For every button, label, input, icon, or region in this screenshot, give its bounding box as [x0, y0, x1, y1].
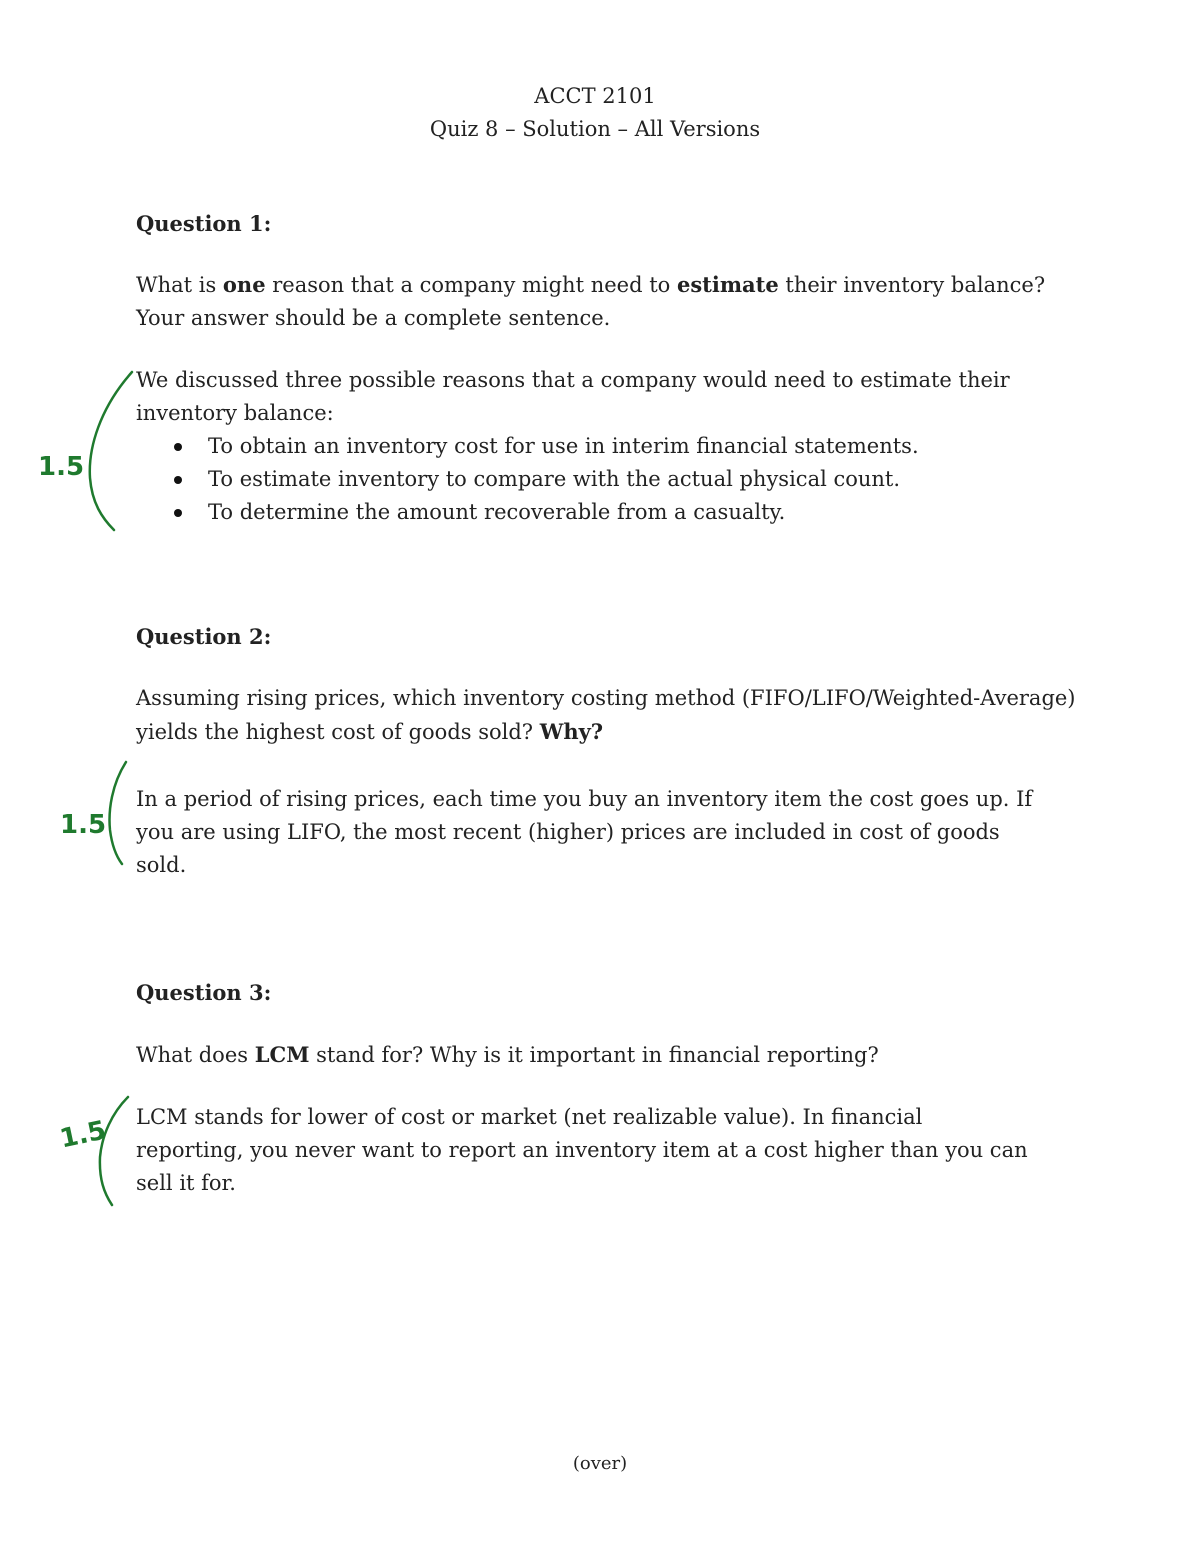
q3-prompt-text-a: What does [136, 1043, 255, 1067]
question-1-prompt [136, 268, 1086, 335]
list-item: To obtain an inventory cost for use in interim financial statements. [208, 430, 1106, 463]
q1-prompt-emphasis-one: one [222, 272, 266, 297]
question-1-title [136, 207, 1116, 241]
q2-prompt-emphasis-why: Why? [539, 719, 604, 744]
q2-grade-mark: 1.5 [60, 810, 107, 840]
q1-bracket-mark [80, 368, 140, 538]
list-item: To estimate inventory to compare with the actual physical count. [208, 463, 1106, 496]
question-3-prompt [136, 1038, 1116, 1072]
question-2-prompt [136, 682, 1086, 749]
q2-answer-text: In a period of rising prices, each time you buy an inventory item the cost goes up. If you are using LIFO, the most recent (higher) prices are included in cost of goods sold. [136, 787, 1033, 877]
course-code: ACCT 2101 [534, 84, 656, 108]
question-1-heading: Question 1: [136, 211, 272, 236]
page-footer: (over) [572, 1453, 628, 1474]
q1-prompt-text-a: What is [136, 273, 223, 297]
document-title: Quiz 8 – Solution – All Versions [429, 117, 761, 141]
q1-prompt-emphasis-estimate: estimate [676, 272, 779, 297]
q3-answer-text: LCM stands for lower of cost or market (net realizable value). In financial reporting, you never want to report an inventory item at a cost higher than you can sell it for. [136, 1105, 1028, 1195]
q3-prompt-emphasis-lcm: LCM [254, 1042, 310, 1067]
question-3-answer [136, 1101, 1036, 1200]
question-2-heading: Question 2: [136, 624, 272, 649]
q1-answer-intro: We discussed three possible reasons that a company would need to estimate their inventory balance: [136, 368, 1010, 425]
q1-prompt-text-e: their inventory balance? Your answer should be a complete sentence. [136, 273, 1046, 330]
question-3-heading: Question 3: [136, 980, 272, 1005]
q1-grade-mark: 1.5 [38, 452, 85, 482]
q3-bracket-mark [90, 1095, 135, 1210]
q3-grade-mark: 1.5 [57, 1115, 109, 1155]
list-item: To determine the amount recoverable from a casualty. [208, 496, 1106, 529]
q1-reasons-list [136, 430, 1106, 529]
question-1-answer [136, 364, 1106, 529]
document-header [0, 80, 1190, 146]
q3-prompt-text-c: stand for? Why is it important in financial reporting? [309, 1043, 879, 1067]
question-3-title [136, 976, 1116, 1010]
q2-prompt-text: Assuming rising prices, which inventory costing method (FIFO/LIFO/Weighted-Average) yields the highest cost of goods sold? [136, 686, 1076, 744]
question-2-title [136, 620, 1116, 654]
question-2-answer [136, 783, 1036, 882]
q1-prompt-text-c: reason that a company might need to [265, 273, 677, 297]
